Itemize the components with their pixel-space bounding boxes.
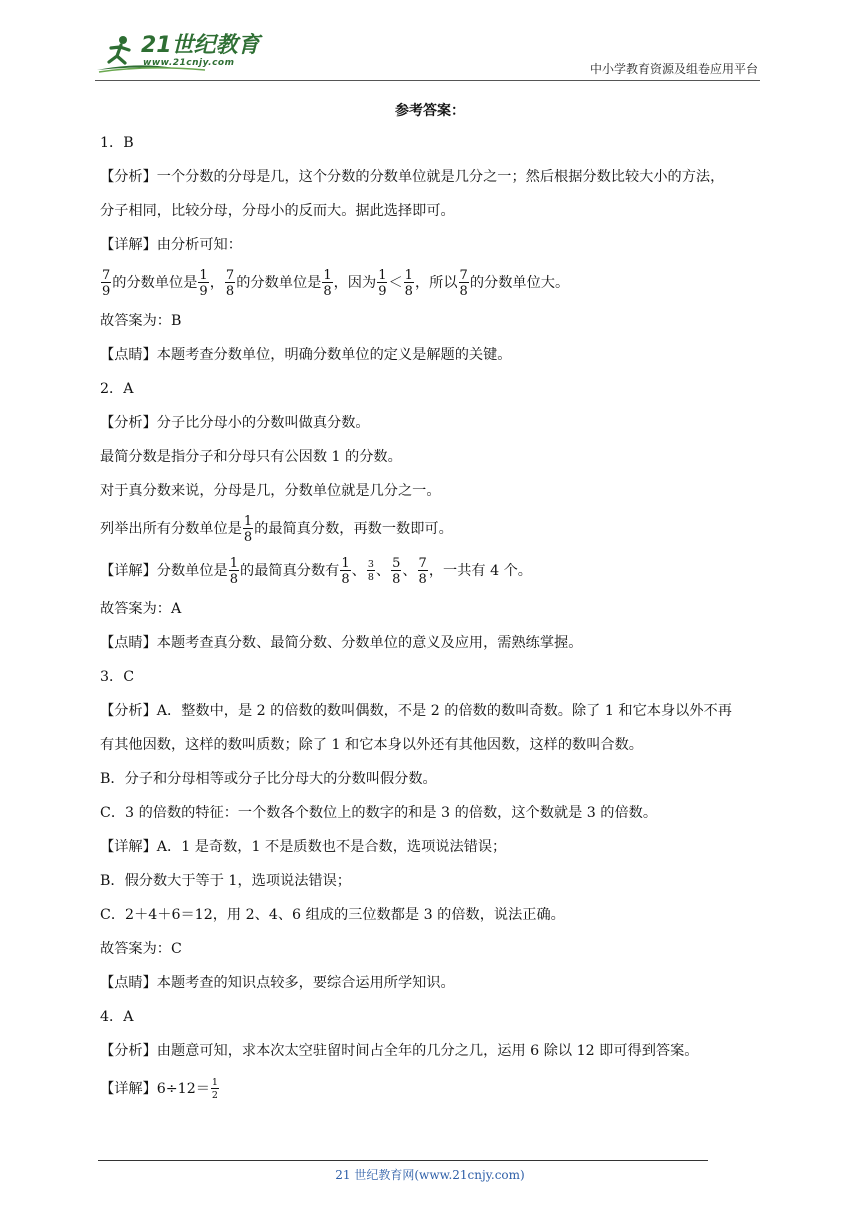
q3-detail: 【详解】A．1 是奇数，1 不是质数也不是合数，选项说法错误；: [100, 839, 507, 855]
logo-url: www.21cnjy.com: [143, 58, 235, 68]
q2-line-2: 最简分数是指分子和分母只有公因数 1 的分数。: [100, 449, 402, 465]
q3-analysis: 【分析】A．整数中，是 2 的倍数的数叫偶数，不是 2 的倍数的数叫奇数。除了 1 和它本身以外不再: [100, 703, 732, 719]
q4-detail: 【详解】6÷12＝ $\frac{1}{2}$: [100, 1076, 218, 1101]
page-title: 参考答案：: [395, 103, 465, 119]
footer-link[interactable]: 21 世纪教育网(www.21cnjy.com): [335, 1168, 525, 1182]
fraction: $\frac{7}{8}$: [225, 267, 235, 299]
q1-equation: $\frac{7}{9}$ 的分数单位是 $\frac{1}{9}$ ， $\frac{7}{8}$ 的分数单位是 $\frac{1}{8}$ ，因为 $\frac{1}{9}$ ＜ $\frac{1}{8}$ ，所以 $\frac{7}{8}$ 的分数单位大。: [102, 267, 570, 299]
q3-point: 【点睛】本题考查的知识点较多，要综合运用所学知识。: [100, 975, 455, 991]
fraction: $\frac{1}{8}$: [243, 513, 253, 545]
q2-point: 【点睛】本题考查真分数、最简分数、分数单位的意义及应用，需熟练掌握。: [100, 635, 583, 651]
q1-number: 1．B: [100, 135, 134, 151]
q1-detail: 【详解】由分析可知：: [100, 237, 242, 253]
q2-analysis: 【分析】分子比分母小的分数叫做真分数。: [100, 415, 370, 431]
fraction: $\frac{1}{8}$: [341, 555, 350, 587]
q3-detail-c: C．2＋4＋6＝12，用 2、4、6 组成的三位数都是 3 的倍数，说法正确。: [100, 907, 565, 923]
fraction: $\frac{3}{8}$: [367, 558, 374, 583]
platform-name: 中小学教育资源及组卷应用平台: [589, 62, 758, 76]
q3-analysis-cont: 有其他因数，这样的数叫质数；除了 1 和它本身以外还有其他因数，这样的数叫合数。: [100, 737, 643, 753]
site-logo[interactable]: [95, 32, 265, 76]
q2-answer: 故答案为：A: [100, 601, 182, 617]
fraction: $\frac{1}{2}$: [211, 1076, 218, 1101]
q3-number: 3．C: [100, 669, 135, 685]
fraction: $\frac{1}{8}$: [323, 267, 332, 299]
logo-text: 21世纪教育: [141, 33, 260, 58]
q1-analysis-cont: 分子相同，比较分母，分母小的反而大。据此选择即可。: [100, 203, 455, 219]
fraction: $\frac{1}{8}$: [404, 267, 413, 299]
q2-detail: 【详解】分数单位是 $\frac{1}{8}$ 的最简真分数有 $\frac{1}{8}$ 、 $\frac{3}{8}$ 、 $\frac{5}{8}$ 、 $\frac{7}{8}$ ，一共有 4 个。: [100, 555, 532, 587]
q1-answer: 故答案为：B: [100, 313, 182, 329]
fraction: $\frac{1}{9}$: [378, 267, 387, 299]
q2-line-4: 列举出所有分数单位是 $\frac{1}{8}$ 的最简真分数，再数一数即可。: [100, 513, 453, 545]
fraction: $\frac{7}{8}$: [418, 555, 427, 587]
answer-content: [100, 96, 780, 1110]
fraction: $\frac{1}{9}$: [199, 267, 208, 299]
q4-analysis: 【分析】由题意可知，求本次太空驻留时间占全年的几分之几，运用 6 除以 12 即可得到答案。: [100, 1043, 699, 1059]
q3-line-c: C．3 的倍数的特征：一个数各个数位上的数字的和是 3 的倍数，这个数就是 3 的倍数。: [100, 805, 658, 821]
q1-analysis: 【分析】一个分数的分母是几，这个分数的分数单位就是几分之一；然后根据分数比较大小的方法，: [100, 169, 725, 185]
page-header: [95, 28, 760, 80]
q3-line-b: B．分子和分母相等或分子比分母大的分数叫假分数。: [100, 771, 437, 787]
q2-line-3: 对于真分数来说，分母是几，分数单位就是几分之一。: [100, 483, 441, 499]
fraction: $\frac{7}{8}$: [459, 267, 468, 299]
fraction: $\frac{7}{9}$: [102, 267, 111, 299]
fraction: $\frac{5}{8}$: [392, 555, 401, 587]
q1-point: 【点睛】本题考查分数单位，明确分数单位的定义是解题的关键。: [100, 347, 512, 363]
footer-divider: [98, 1160, 708, 1161]
q3-answer: 故答案为：C: [100, 941, 182, 957]
q2-number: 2．A: [100, 381, 134, 397]
q3-detail-b: B．假分数大于等于 1，选项说法错误；: [100, 873, 351, 889]
header-divider: [95, 80, 760, 81]
q4-number: 4．A: [100, 1009, 134, 1025]
fraction: $\frac{1}{8}$: [229, 555, 238, 587]
